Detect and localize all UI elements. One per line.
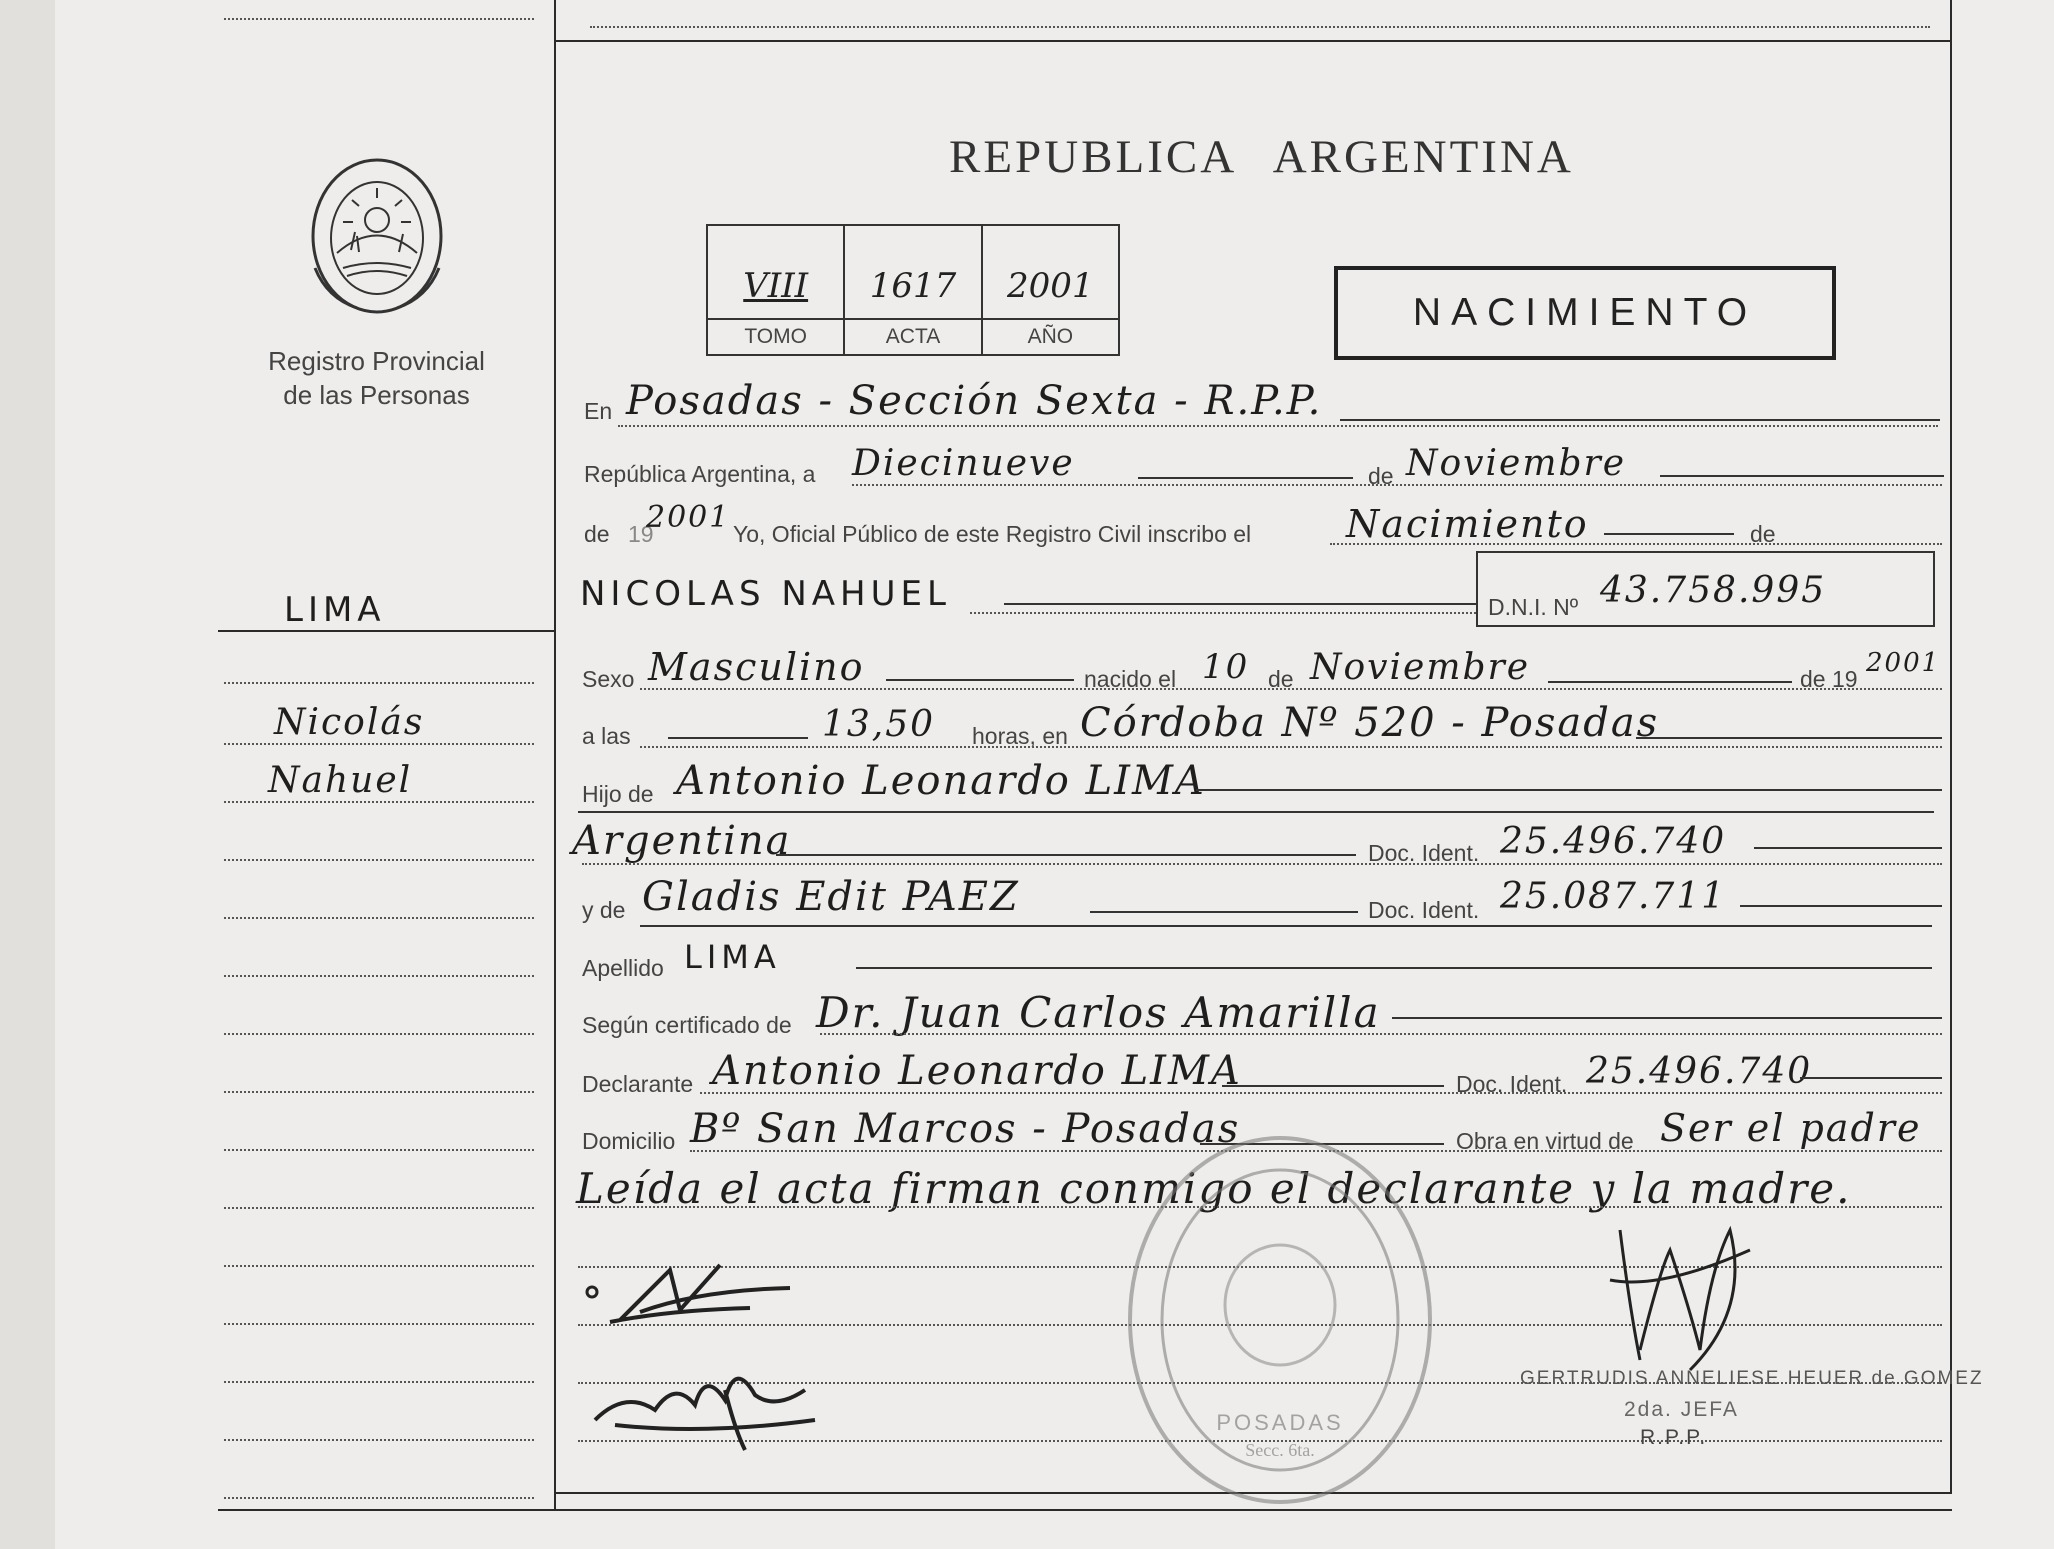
inscription-type: Nacimiento: [1346, 502, 1589, 546]
registrar-signature: [1600, 1190, 1760, 1380]
bottom-border: [218, 1509, 1952, 1511]
line: [1548, 681, 1792, 683]
line: [970, 612, 1476, 614]
nacido-label: nacido el: [1084, 666, 1177, 692]
a-las-label: a las: [582, 723, 631, 749]
line: [886, 679, 1074, 681]
acta-cell: [845, 226, 982, 354]
top-dotted-line: [224, 18, 534, 20]
top-dotted-line-right: [590, 26, 1930, 28]
margin-given-name-1: Nicolás: [274, 702, 425, 743]
stamp-city: POSADAS: [1216, 1410, 1344, 1435]
line: [856, 967, 1932, 969]
hijo-label: Hijo de: [582, 781, 654, 807]
margin-line: [224, 1033, 534, 1035]
hour-value: 13,50: [822, 704, 936, 745]
line: [582, 863, 1942, 865]
declarante-label: Declarante: [582, 1071, 694, 1097]
declarante-doc: 25.496.740: [1586, 1051, 1813, 1092]
apellido-label: Apellido: [582, 955, 664, 981]
y-de-label: y de: [582, 897, 626, 923]
line: [1340, 419, 1940, 421]
line: [668, 737, 808, 739]
year-printed: 19: [628, 521, 654, 547]
horas-en-label: horas, en: [972, 723, 1068, 749]
line: [640, 746, 1942, 748]
tomo-label: TOMO: [708, 318, 843, 354]
mother-name: Gladis Edit PAEZ: [642, 874, 1020, 920]
left-column-border: [554, 0, 556, 1511]
margin-line: [224, 1497, 534, 1499]
margin-line: [224, 1149, 534, 1151]
closing-statement: Leída el acta firman conmigo el declarante y la madre.: [576, 1164, 1852, 1213]
margin-line: [224, 682, 534, 684]
doctor-value: Dr. Juan Carlos Amarilla: [816, 988, 1381, 1037]
de-label: de: [1368, 463, 1394, 489]
line: [776, 854, 1356, 856]
page-fold: [0, 0, 55, 1549]
line: [820, 1033, 1942, 1035]
margin-line: [224, 1439, 534, 1441]
month-value: Noviembre: [1406, 443, 1627, 484]
document-type-box: [1334, 266, 1836, 360]
doc-ident-label-3: Doc. Ident.: [1456, 1071, 1568, 1097]
margin-given-name-2: Nahuel: [268, 760, 413, 801]
birth-year-label: de 19: [1800, 666, 1858, 692]
year-prefix-label: de: [584, 521, 610, 547]
tomo-value: VIII: [743, 266, 809, 306]
birth-day: 10: [1202, 647, 1250, 687]
anio-label: AÑO: [983, 318, 1118, 354]
margin-line: [224, 743, 534, 745]
margin-line: [224, 1323, 534, 1325]
line: [1196, 789, 1942, 791]
line: [1636, 737, 1942, 739]
line: [700, 1092, 1942, 1094]
line: [1660, 475, 1944, 477]
certificado-label: Según certificado de: [582, 1012, 792, 1038]
domicilio-label: Domicilio: [582, 1128, 676, 1154]
margin-line: [224, 801, 534, 803]
line: [1222, 1085, 1444, 1087]
birth-year: 2001: [1866, 648, 1941, 678]
oficial-text: Yo, Oficial Público de este Registro Civil inscribo el: [733, 521, 1252, 547]
obra-label: Obra en virtud de: [1456, 1128, 1634, 1154]
anio-value: 2001: [1007, 266, 1094, 306]
line: [618, 425, 1938, 427]
tomo-cell: [708, 226, 845, 354]
declarante-value: Antonio Leonardo LIMA: [712, 1048, 1242, 1094]
official-stamp: [1120, 1130, 1440, 1510]
line: [1330, 543, 1942, 545]
line: [640, 925, 1932, 927]
registry-name-line2: de las Personas: [283, 380, 470, 410]
doc-ident-label: Doc. Ident.: [1368, 840, 1480, 866]
margin-surname: LIMA: [284, 590, 386, 630]
father-nationality: Argentina: [572, 818, 792, 864]
doc-ident-label-2: Doc. Ident.: [1368, 897, 1480, 923]
declarant-signature: [580, 1250, 800, 1340]
birth-place: Córdoba Nº 520 - Posadas: [1080, 700, 1660, 746]
father-name: Antonio Leonardo LIMA: [676, 758, 1206, 804]
en-label: En: [584, 398, 613, 424]
line: [1392, 1017, 1942, 1019]
acta-value: 1617: [869, 266, 957, 306]
father-doc: 25.496.740: [1500, 821, 1727, 862]
year-written: 2001: [646, 500, 731, 535]
line: [1754, 847, 1942, 849]
acta-label: ACTA: [845, 318, 980, 354]
line: [1090, 911, 1358, 913]
margin-line: [224, 1265, 534, 1267]
registry-name: [244, 344, 509, 412]
registrar-name: GERTRUDIS ANNELIESE HEUER de GOMEZ: [1520, 1368, 1984, 1389]
margin-divider: [218, 630, 556, 632]
margin-line: [224, 975, 534, 977]
margin-line: [224, 1207, 534, 1209]
stamp-sub: Secc. 6ta.: [1245, 1440, 1315, 1460]
birth-month: Noviembre: [1310, 647, 1531, 688]
anio-cell: [983, 226, 1118, 354]
obra-value: Ser el padre: [1660, 1106, 1922, 1150]
mother-doc: 25.087.711: [1500, 876, 1727, 917]
registrar-title: 2da. JEFA: [1624, 1398, 1739, 1421]
margin-line: [224, 917, 534, 919]
line: [852, 484, 1942, 486]
document-type: NACIMIENTO: [1412, 291, 1758, 334]
sexo-value: Masculino: [648, 645, 865, 689]
registry-name-line1: Registro Provincial: [268, 346, 485, 376]
top-border: [556, 40, 1952, 42]
line: [1740, 905, 1942, 907]
line: [1138, 477, 1353, 479]
birth-de-label: de: [1268, 666, 1294, 692]
republica-label: República Argentina, a: [584, 461, 816, 487]
line: [578, 811, 1934, 813]
registrar-sub: R.P.P.: [1640, 1426, 1708, 1449]
dni-value: 43.758.995: [1600, 570, 1827, 611]
country-title: REPUBLICA ARGENTINA: [949, 131, 1574, 183]
day-value: Diecinueve: [852, 443, 1075, 484]
line: [1800, 1077, 1942, 1079]
place-value: Posadas - Sección Sexta - R.P.P.: [626, 378, 1323, 424]
apellido-value: LIMA: [684, 938, 781, 976]
sexo-label: Sexo: [582, 666, 635, 692]
mother-signature: [585, 1350, 825, 1460]
margin-line: [224, 1381, 534, 1383]
line: [1604, 533, 1734, 535]
de-label-2: de: [1750, 521, 1776, 547]
record-reference-box: [706, 224, 1120, 356]
margin-line: [224, 859, 534, 861]
margin-line: [224, 1091, 534, 1093]
misiones-province-seal: [307, 158, 447, 318]
line: [1004, 603, 1476, 605]
dni-label: D.N.I. Nº: [1488, 594, 1579, 620]
child-name: NICOLAS NAHUEL: [580, 574, 951, 614]
line: [640, 688, 1942, 690]
domicilio-value: Bº San Marcos - Posadas: [690, 1106, 1241, 1152]
right-border: [1950, 0, 1952, 1494]
